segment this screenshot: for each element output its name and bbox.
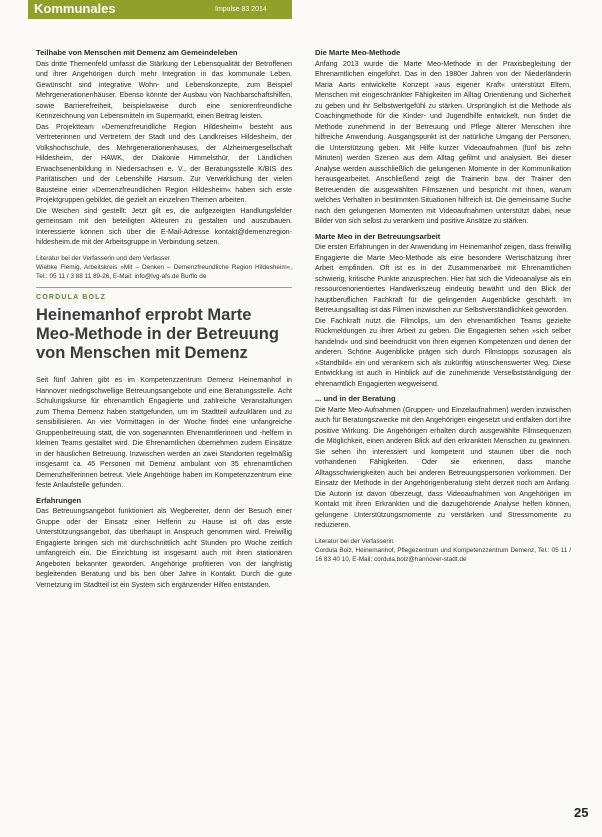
right-heading-2: Marte Meo in der Betreuungsarbeit xyxy=(315,231,441,241)
right-paragraph-2: Die ersten Erfahrungen in der Anwendung im Heinemanhof zeigen, dass freiwillig Engagierte die Marte Meo-Methode als eine besondere Wertschätzung ihrer Arbeit empfinden. Oft ist es in der Zusammenarbeit mit Ehrenamtlichen schwierig, kritische Punkte anzusprechen. Hier hat sich die Videoanalyse als ein ressourcenorientiertes Handwerkszeug eindeutig bewährt und den Blick der hauptberuflichen Fachkraft für die gelingenden Augenblicke geschärft. Im Betreuungsalltag ist das Filmen inzwischen zur Selbstverständlichkeit geworden. xyxy=(315,243,571,314)
page-number: 25 xyxy=(574,805,589,820)
left-literature-note: Literatur bei der Verfasserin und dem Verfasser xyxy=(36,254,170,262)
right-literature-note: Literatur bei der Verfasserin xyxy=(315,537,394,545)
left-column xyxy=(36,48,292,590)
left-paragraph-1: Das dritte Themenfeld umfasst die Stärkung der Lebensqualität der Betroffenen und ihrer Angehörigen durch mehr Integration in das kommunale Leben. Gewünscht sind integrative Wohn- und Lebenskonzepte, zum Beispiel Mehrgenerationenhäuser. Ebenso könnte der Ausbau von Nachbarschaftshilfen, sowie Barrierefreiheit, beispielsweise durch eine seniorenfreundliche Kennzeichnung von Lebensmitteln im Supermarkt, einen Beitrag leisten. xyxy=(36,59,292,120)
author-kicker: CORDULA BOLZ xyxy=(36,293,107,301)
left-paragraph-2: Das Projektteam »Demenzfreundliche Region Hildesheim« besteht aus Vertreterinnen und Vertretern der Stadt und des Landkreises Hildesheim, der Volkshochschule, des Mehrgenerationenhauses, der Alzheimergesellschaft Hildesheim, der HAWK, der Diakonie Himmelsthür, der Ländlichen Erwachsenenbildung in Niedersachsen e. V., der Beratungsstelle K/BIS des Paritätischen und der Lebenshilfe Harsum. Zur Verwirklichung der vielen Bausteine einer »Demenzfreundlichen Region Hildesheim« haben sich erste Projektgruppen gebildet, die gezielt an einzelnen Themen arbeiten. xyxy=(36,122,292,204)
issue-label: Impulse 83 2014 xyxy=(215,6,267,13)
right-contact: Cordula Bolz, Heinemanhof, Pflegezentrum und Kompetenzzentrum Demenz, Tel.: 05 11 / 16 83 40 10, E-Mail: cordula.bolz@hannover-stadt.de xyxy=(315,546,571,563)
left-heading-1: Teilhabe von Menschen mit Demenz am Gemeindeleben xyxy=(36,48,238,57)
right-heading-1: Die Marte Meo-Methode xyxy=(315,48,401,57)
section-header xyxy=(28,0,292,19)
left-paragraph-3: Die Weichen sind gestellt: Jetzt gilt es, die aufgezeigten Handlungsfelder gemeinsam mit den beteiligten Akteuren zu gestalten und auszubauen. Interessierte können sich über die E-Mail-Adresse kontakt@demenzregion-hildesheim.de mit der Arbeitsgruppe in Verbindung setzen. xyxy=(36,206,292,246)
article-divider xyxy=(36,287,292,288)
right-heading-3: ... und in der Beratung xyxy=(315,394,396,403)
right-literature xyxy=(315,537,571,564)
right-paragraph-3: Die Fachkraft nutzt die Filmclips, um den ehrenamtlichen Teams gezielte Rückmeldungen zu ihrer Arbeit zu geben. Die Engagierten sehen »sich selber handelnd« und sind beeindruckt von ihren eigenen Kompetenzen und denen der anderen. Schöne Augenblicke prägen sich durch Filmstopps sozusagen als »Standbild« ein und verankern sich als zukünftig wünschenswerter Weg. Diese Entwicklung ist auch in Hinblick auf die zunehmende Verselbstständigung der ehrenamtlich Engagierten wegweisend. xyxy=(315,316,571,388)
right-paragraph-4: Die Marte Meo-Aufnahmen (Gruppen- und Einzelaufnahmen) werden inzwischen auch für Beratungszwecke mit den Angehörigen eingesetzt und entfalten dort ihre positive Wirkung. Die Angehörigen erhalten durch ausgewählte Filmsequenzen die Möglichkeit, einen anderen Blick auf den erkrankten Menschen zu gewinnen. Sie sehen ihn interessiert und kompetent und staunen über die noch vorhandenen Fähigkeiten. Oder sie erkennen, dass manche Alltagsschwierigkeiten auch bei anderen Betreuungspersonen vorkommen. Der Einsatz der Methode in der Angehörigenberatung steht derzeit noch am Anfang. Die Autorin ist davon überzeugt, dass Videoaufnahmen von Angehörigen im Kontakt mit ihren Erkrankten und die dazugehörende Analyse helfen können, gelungene Unterstützungsmomente zu verstärken und Stressmomente zu reduzieren. xyxy=(315,405,571,529)
left-heading-2: Erfahrungen xyxy=(36,495,82,505)
left-contact: Wiebke Flemig, Arbeitskreis »Mit – Denken – Demenzfreundliche Region Hildesheim«, Tel.: 05 11 / 3 88 11 89-26, E-Mail: info@lvg-afs.de Burflo de xyxy=(36,263,292,280)
left-literature xyxy=(36,254,292,281)
left-paragraph-4: Seit fünf Jahren gibt es im Kompetenzzentrum Demenz Heinemanhof in Hannover niedrigschwellige Betreuungsangebote und eine Beratungsstelle. Acht Schulungskurse für ehrenamtlich Engagierte und zahlreiche Veranstaltungen zum Thema Demenz haben stattgefunden, um im Stadtteil aufzuklären und zu sensibilisieren. An vier Vormittagen in der Woche findet eine unfangreiche Gruppenbetreuung statt, die von sogenannten Ehrenamtlerinnen und -helfern in kleinen Teams gestaltet wird. Die Ehrenamtlichen übernehmen zudem Einsätze in der häuslichen Betreuung. Inzwischen werden an zwei Standorten regelmäßig insgesamt ca. 45 Personen mit Demenz ambulant von 35 ehrenamtlichen Demenzhelferinnen betreut. Viele Angehörige haben im Kompetenzzentrum eine feste Anlaufstelle gefunden. xyxy=(36,376,292,489)
right-column xyxy=(315,48,571,564)
right-paragraph-1: Anfang 2013 wurde die Marte Meo-Methode in der Praxisbegleitung der Ehrenamtlichen eingeführt. Das in den 1980er Jahren von der Niederländerin Maria Aarts entwickelte Konzept »aus eigener Kraft« unterstützt Eltern, Menschen mit eingeschränkter Fähigkeiten im Alltag Orientierung und Sicherheit zu geben und ihr Selbstwertgefühl zu stärken. Ursprünglich ist die Methode als Coachingmethode für die Kinder- und Jugendhilfe entwickelt, nun findet die Methode zunehmend in der Betreuung und Pflege älterer Menschen ihre hilfreiche Anwendung. Ausgangspunkt ist der natürliche Umgang der Personen, die Unterstützung geben. Mit Hilfe kurzer Videoaufnahmen (fünf bis zehn Minuten) werden Szenen aus dem Alltag gefilmt und analysiert. Bei dieser Analyse werden ausschließlich die gelungenen Momente in der Kommunikation herausgearbeitet. Anschließend zeigt die Trainerin bzw. der Trainer den Betreuenden die ausgewählten Filmszenen und bespricht mit ihnen, warum welches Verhalten in bestimmten Situationen hilfreich ist. Die gemeinsame Suche nach den gelungenen Momenten mit Videoaufnahmen unterstützt dabei, neue Bilder von sich selbst zu verankern und positive Ansätze zu stärken. xyxy=(315,59,571,225)
section-title: Kommunales xyxy=(34,1,116,16)
left-paragraph-5: Das Betreuungsangebot funktioniert als Wegbereiter, denn der Besuch einer Gruppe oder der Einsatz einer Helferin zu Hause ist oft das erste Unterstützungsangebot, das überhaupt in Anspruch genommen wird. Freiwillig Engagierte bringen sich mit durchschnittlich acht Stunden pro Woche zeitlich umfangreich ein. Die Einrichtung ist insgesamt auch mit ihren stationären Angeboten bekannter geworden. Angehörige profitieren von der langfristig begleitenden Beratung und bis ben über Jahre in Kontakt. Durch die gute Vernetzung im Stadtteil ist ein System sich ergänzender Hilfen entstanden. xyxy=(36,507,292,589)
article-headline: Heinemanhof erprobt Marte Meo-Methode in der Betreuung von Menschen mit Demenz xyxy=(36,306,279,362)
